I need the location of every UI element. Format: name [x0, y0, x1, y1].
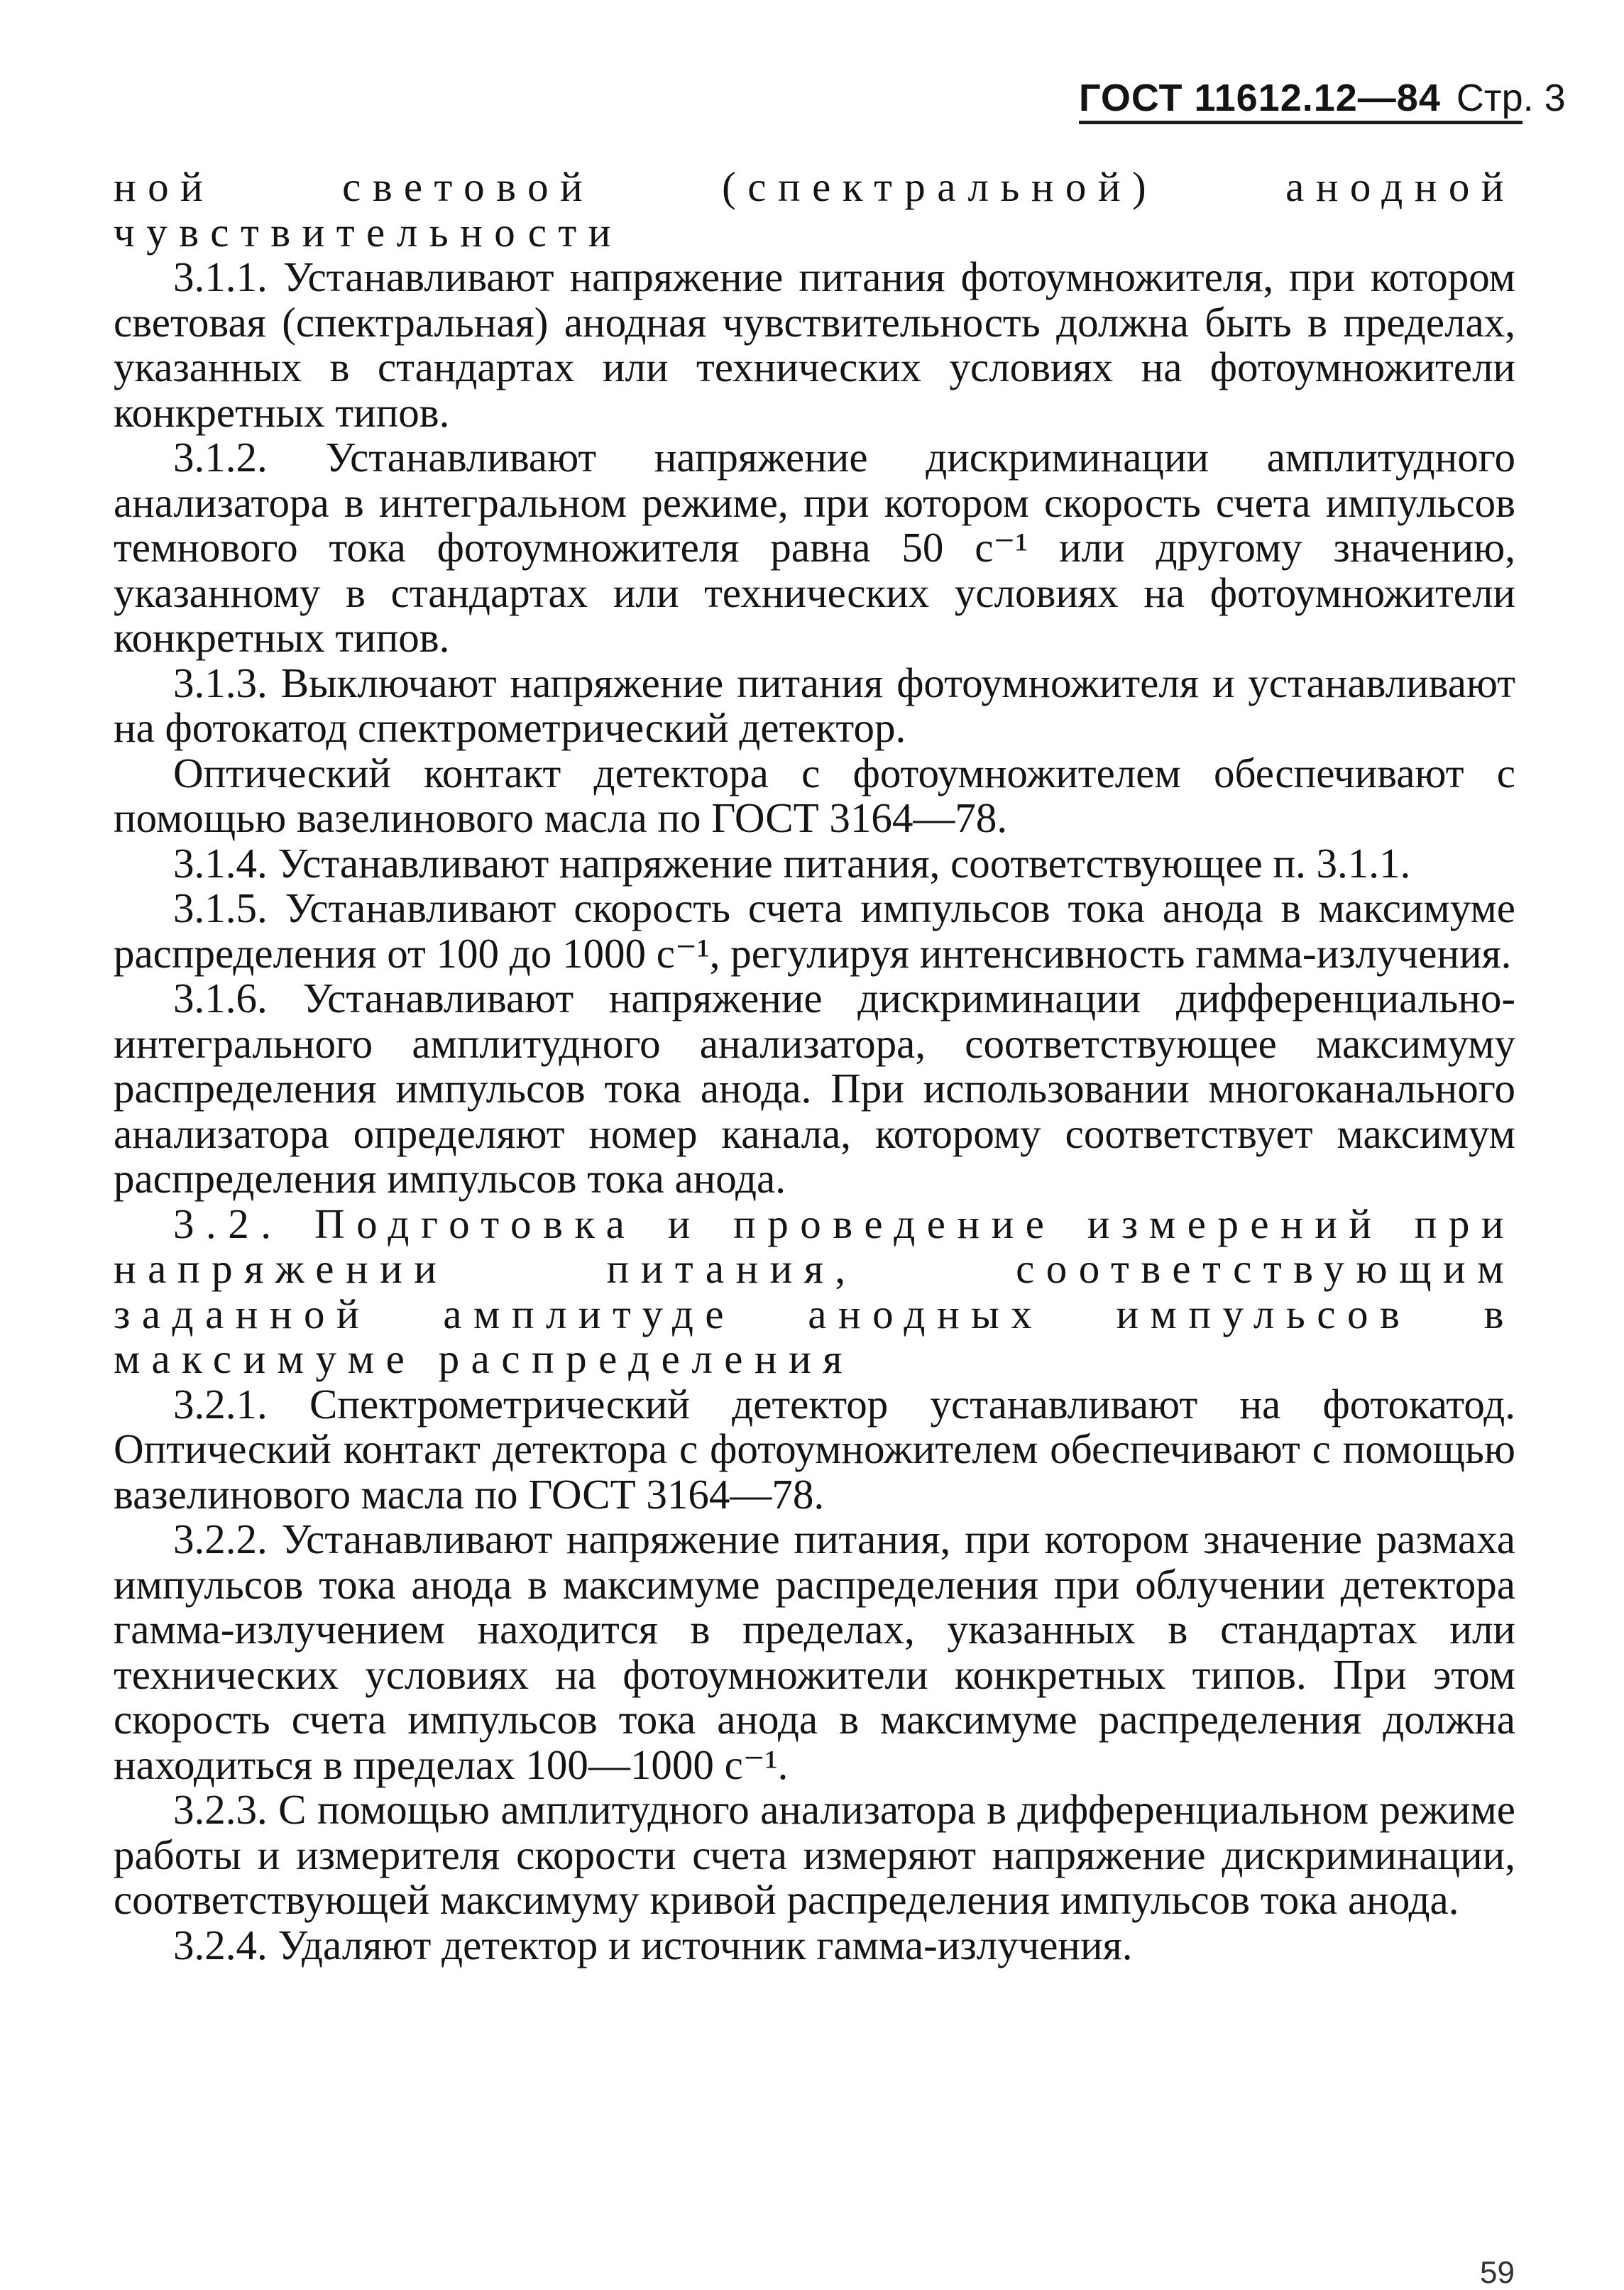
page-label: Стр. 3	[1456, 77, 1566, 119]
document-body	[114, 165, 1515, 1968]
paragraph-3-2-1: 3.2.1. Спектрометрический детектор устанавливают на фотокатод. Оптический контакт детектора с фотоумножителем обеспечивают с помощью вазелинового масла по ГОСТ 3164—78.	[114, 1380, 1515, 1518]
paragraph-optical-contact: Оптический контакт детектора с фотоумножителем обеспечивают с помощью вазелинового масла по ГОСТ 3164—78.	[114, 749, 1515, 841]
paragraph-3-1-6: 3.1.6. Устанавливают напряжение дискриминации дифференциально-интегрального амплитудного анализатора, соответствующее максимуму распределения импульсов тока анода. При использовании многоканального анализатора определяют номер канала, которому соответствует максимум распределения импульсов тока анода.	[114, 975, 1515, 1202]
paragraph-3-2-2: 3.2.2. Устанавливают напряжение питания, при котором значение размаха импульсов тока анода в максимуме распределения при облучении детектора гамма-излучением находится в пределах, указанных в стандартах или технических условиях на фотоумножители конкретных типов. При этом скорость счета импульсов тока анода в максимуме распределения должна находиться в пределах 100—1000 с⁻¹.	[114, 1516, 1515, 1788]
paragraph-3-2-3: 3.2.3. С помощью амплитудного анализатора в дифференциальном режиме работы и измерителя скорости счета измеряют напряжение дискриминации, соответствующей максимуму кривой распределения импульсов тока анода.	[114, 1786, 1515, 1923]
standard-number: ГОСТ 11612.12—84	[1079, 77, 1441, 119]
paragraph-3-1-2: 3.1.2. Устанавливают напряжение дискриминации амплитудного анализатора в интегральном режиме, при котором скорость счета импульсов темнового тока фотоумножителя равна 50 с⁻¹ или другому значению, указанному в стандартах или технических условиях на фотоумножители конкретных типов.	[114, 434, 1515, 661]
paragraph-3-1-5: 3.1.5. Устанавливают скорость счета импульсов тока анода в максимуме распределения от 100 до 1000 с⁻¹, регулируя интенсивность гамма-излучения.	[114, 884, 1515, 977]
paragraph-3-2-4: 3.2.4. Удаляют детектор и источник гамма-излучения.	[173, 1921, 1133, 1968]
running-header	[1079, 77, 1566, 124]
paragraph-intro: ной световой (спектральной) анодной чувствительности	[114, 163, 1515, 256]
paragraph-3-1-1: 3.1.1. Устанавливают напряжение питания фотоумножителя, при котором световая (спектральная) анодная чувствительность должна быть в пределах, указанных в стандартах или технических условиях на фотоумножители конкретных типов.	[114, 253, 1515, 436]
page-number: 59	[1480, 2255, 1515, 2290]
paragraph-3-1-4: 3.1.4. Устанавливают напряжение питания, соответствующее п. 3.1.1.	[173, 839, 1411, 887]
section-heading-3-2: 3.2. Подготовка и проведение измерений при напряжении питания, соответствующим заданной амплитуде анодных импульсов в максимуме распределения	[114, 1200, 1515, 1382]
paragraph-3-1-3: 3.1.3. Выключают напряжение питания фотоумножителя и устанавливают на фотокатод спектрометрический детектор.	[114, 659, 1515, 751]
